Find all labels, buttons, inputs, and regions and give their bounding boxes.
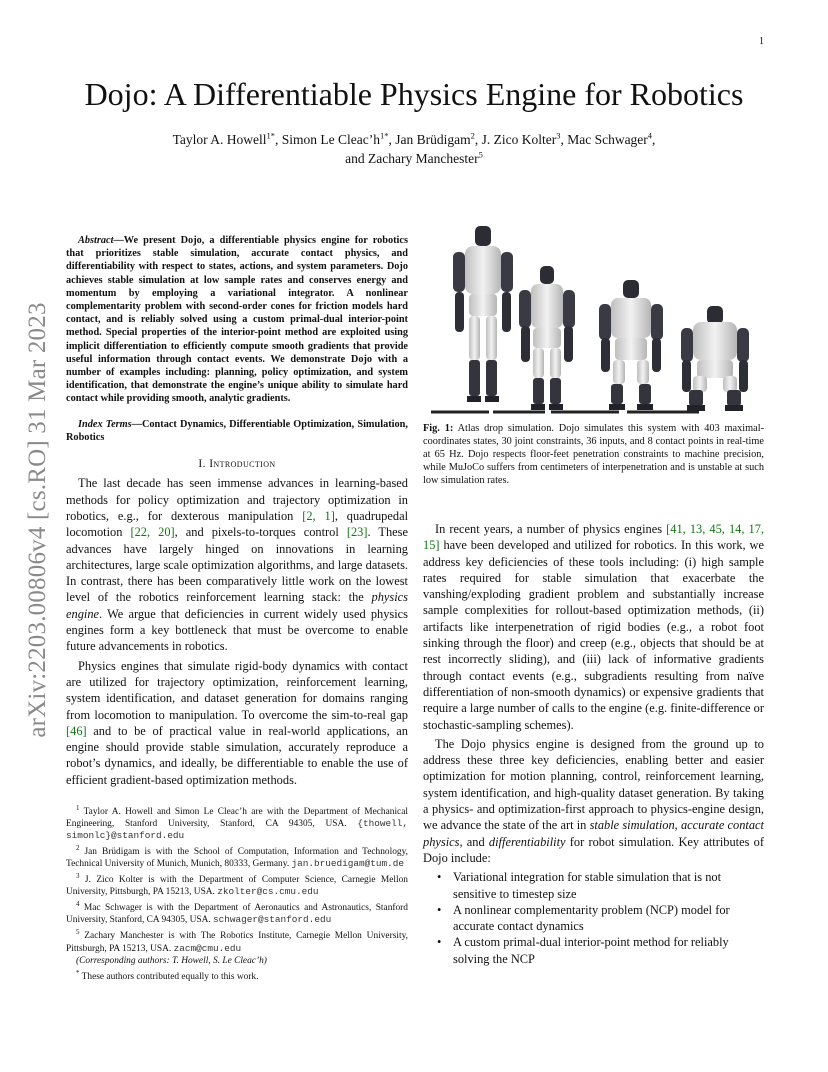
footnote-text: These authors contributed equally to this work.: [79, 971, 259, 982]
footnote-text: Zachary Manchester is with The Robotics Institute, Carnegie Mellon University, Pittsburgh, PA 15213, USA.: [66, 931, 408, 954]
author-affiliation: 4: [647, 130, 653, 141]
footnote-equal-contribution: [66, 967, 408, 983]
author-affiliation: 2: [470, 130, 475, 141]
footnote-text: (Corresponding authors: T. Howell, S. Le Cleac’h): [76, 955, 267, 966]
footnote-marker: 2: [76, 844, 80, 853]
footnote-marker: 1: [76, 803, 80, 812]
key-attributes-list: [423, 869, 764, 967]
paper-title: Dojo: A Differentiable Physics Engine for Robotics: [84, 76, 744, 112]
footnote: [66, 870, 408, 898]
index-terms-label: Index Terms: [78, 418, 132, 430]
arxiv-identifier-stamp[interactable]: arXiv:2203.00806v4 [cs.RO] 31 Mar 2023: [24, 302, 51, 738]
section-number: I.: [198, 458, 206, 471]
paragraph-text: for robot simulation. Key attributes of Dojo include:: [423, 834, 764, 865]
footnote-marker: 5: [76, 928, 80, 937]
atlas-robot-frame-4: [681, 306, 749, 411]
footnote-email[interactable]: zkolter@cs.cmu.edu: [217, 886, 319, 898]
paragraph-text: ,: [674, 818, 681, 833]
index-terms: [66, 418, 408, 444]
citation-link[interactable]: [23]: [346, 525, 368, 540]
paragraph-text: Physics engines that simulate rigid-body dynamics with contact are utilized for trajectory optimization, reinforcement learning, system identification, and dataset generation for domains ranging from locomotion to manipulation. To overcome the sim-to-real gap: [66, 658, 408, 722]
atlas-robot-frame-1: [453, 226, 513, 402]
list-item: • A custom primal-dual interior-point method for reliably solving the NCP: [423, 934, 764, 967]
emphasis-text: accurate contact physics: [423, 818, 764, 849]
paragraph-text: . We argue that deficiencies in current widely used physics engines form a key bottleneck that must be overcome to enable future advancements in robotics.: [66, 606, 408, 654]
footnote-marker: 4: [76, 900, 80, 909]
footnote: [66, 898, 408, 926]
section-title: Introduction: [209, 458, 276, 471]
author-list: [120, 130, 708, 168]
caption-text: Atlas drop simulation. Dojo simulates this system with 403 maximal-coordinates states, 30 joint constraints, 36 inputs, and 8 contact points in real-time at 65 Hz. Dojo respects floor-feet penetration constraints to machine precision, while MuJoCo suffers from centimeters of interpenetration and is unstable at such low simulation rates.: [423, 423, 764, 486]
author-name: Taylor A. Howell: [172, 132, 267, 147]
paragraph-text: In recent years, a number of physics engines: [435, 522, 667, 536]
left-column: [66, 234, 408, 983]
paragraph-text: , and: [459, 834, 489, 849]
citation-link[interactable]: [22, 20]: [130, 525, 175, 540]
footnote: [66, 842, 408, 870]
list-item: • Variational integration for stable simulation that is not sensitive to timestep size: [423, 869, 764, 902]
section-heading: [66, 456, 408, 472]
intro-paragraph-2: [66, 658, 408, 788]
footnote-email[interactable]: jan.bruedigam@tum.de: [291, 858, 405, 870]
footnotes: [66, 802, 408, 983]
author-affiliation: 3: [556, 130, 561, 141]
right-column: [423, 218, 764, 967]
author-name: , Mac Schwager: [560, 132, 648, 147]
author-separator: ,: [652, 132, 656, 147]
emphasis-text: physics engine: [66, 590, 408, 621]
author-affiliation: 5: [478, 149, 483, 160]
author-affiliation: 1*: [266, 130, 275, 141]
footnote-marker: *: [76, 968, 80, 977]
footnote-text: Taylor A. Howell and Simon Le Cleac’h are with the Department of Mechanical Engineering, Stanford University, Stanford, CA 94305, USA.: [66, 807, 408, 830]
figure-label: Fig. 1:: [423, 423, 454, 434]
right-paragraph-2: [423, 736, 764, 866]
paragraph-text: and to be of practical value in real-world applications, an engine should provide stable simulation, accurately reproduce a robot’s dynamics, and ideally, be differentiable to enable the use of efficient gradient-based optimization methods.: [66, 723, 408, 787]
paragraph-text: The Dojo physics engine is designed from the ground up to address these three key deficiencies, enabling better and easier optimization for motion planning, control, reinforcement learning, system identification, and high-quality dataset generation. By taking a physics- and optimization-first approach to physics-engine design, we advance the state of the art in: [423, 736, 764, 833]
footnote: [66, 802, 408, 842]
footnote-corresponding: [66, 955, 408, 967]
abstract: [66, 234, 408, 406]
list-item: • A nonlinear complementarity problem (NCP) model for accurate contact dynamics: [423, 902, 764, 935]
author-affiliation: 1*: [379, 130, 389, 141]
footnote-text: Jan Brüdigam is with the School of Computation, Information and Technology, Technical University of Munich, Munich, 80333, Germany.: [66, 847, 408, 870]
author-name: , Simon Le Cleac’h: [274, 132, 380, 147]
paragraph-text: The last decade has seen immense advances in learning-based methods for policy optimization and trajectory optimization in robotics, e.g., for dexterous manipulation: [66, 476, 408, 523]
page-number: 1: [759, 36, 764, 47]
author-name: and Zachary Manchester: [345, 151, 479, 166]
citation-link[interactable]: [41, 13, 45, 14, 17, 15]: [423, 522, 764, 553]
paragraph-text: , quadrupedal locomotion: [66, 508, 409, 540]
emphasis-text: stable simulation: [589, 818, 675, 833]
atlas-robot-frame-2: [519, 266, 575, 410]
abstract-text: —We present Dojo, a differentiable physics engine for robotics that prioritizes stable simulation, accurate contact physics, and differentiability with respect to states, actions, and system parameters. Dojo achieves stable simulation at low sample rates and conserves energy and momentum by employing a variational integrator. A nonlinear complementarity problem with second-order cones for friction models hard contact, and is reliably solved using a custom primal-dual interior-point method. Special properties of the interior-point method are exploited using implicit differentiation to efficiently compute smooth gradients that provide useful information through contact events. We demonstrate Dojo with a number of examples including: planning, policy optimization, and system identification, that demonstrate the engine’s unique ability to simulate hard contact while providing smooth, analytic gradients.: [66, 235, 408, 405]
footnote-email[interactable]: {thowell, simonlc}@stanford.edu: [66, 818, 408, 842]
footnote-text: J. Zico Kolter is with the Department of Computer Science, Carnegie Mellon University, Pittsburgh, PA 15213, USA.: [66, 875, 408, 898]
paragraph-text: . These advances have largely hinged on innovations in learning architectures, large scale optimization algorithms, and large datasets. In contrast, there has been comparatively little work on the lowest level of the robotics reinforcement learning stack: the: [66, 525, 408, 605]
figure-caption: [423, 422, 764, 487]
figure-atlas-drop: [423, 218, 764, 418]
footnote-email[interactable]: schwager@stanford.edu: [213, 914, 332, 926]
emphasis-text: differentiability: [488, 834, 566, 849]
author-name: , Jan Brüdigam: [388, 132, 471, 147]
footnote-marker: 3: [76, 872, 80, 881]
footnote-email[interactable]: zacm@cmu.edu: [173, 942, 242, 954]
citation-link[interactable]: [46]: [66, 723, 87, 738]
right-paragraph-1: [423, 521, 764, 733]
atlas-robot-illustration: [423, 218, 764, 418]
paragraph-text: have been developed and utilized for robotics. In this work, we address key deficiencies of these tools including: (i) high sample rates required for stable simulation that exacerbate the vanshing/exploding gradient problem and substantially increase sample complexities for rollout-based optimization methods, (ii) artifacts like interpenetration of rigid bodies (e.g., a robot foot sinking through the floor) and creep (e.g., objects that should be at rest incorrectly sliding), and (iii) lack of informative gradients through contact events (e.g., subgradients resulting from naïve differentiation of non-smooth dynamics) or expensive gradients that require a large number of calls to the engine (e.g. finite-difference or stochastic-sampling schemes).: [423, 538, 764, 732]
index-terms-text: —Contact Dynamics, Differentiable Optimization, Simulation, Robotics: [66, 418, 408, 443]
footnote: [66, 926, 408, 954]
paragraph-text: , and pixels-to-torques control: [174, 525, 347, 540]
footnote-text: Mac Schwager is with the Department of Aeronautics and Astronautics, Stanford University, Stanford, CA 94305, USA.: [66, 903, 408, 926]
atlas-robot-frame-3: [599, 280, 663, 410]
citation-link[interactable]: [2, 1]: [302, 508, 335, 523]
author-name: , J. Zico Kolter: [474, 132, 557, 147]
abstract-label: Abstract: [78, 235, 114, 246]
intro-paragraph-1: [66, 475, 408, 654]
